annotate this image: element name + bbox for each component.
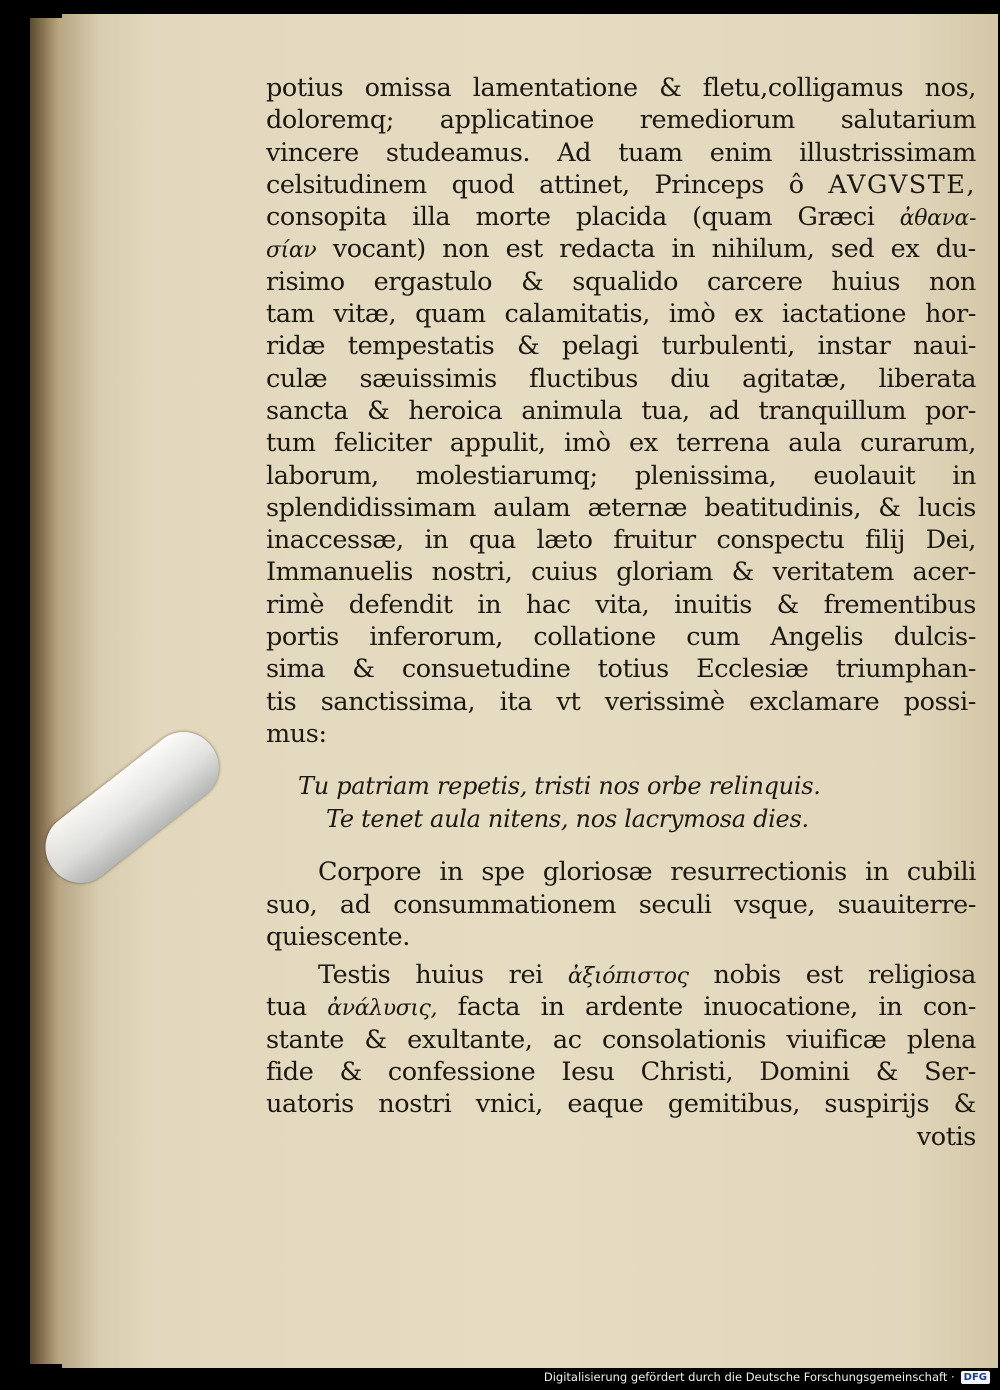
- word: placida: [575, 202, 667, 233]
- word: tis: [266, 686, 297, 717]
- word: remediorum: [639, 105, 795, 136]
- word: diu: [670, 363, 710, 394]
- word: terrena: [676, 428, 770, 459]
- word: curarum,: [860, 428, 976, 459]
- word: in: [952, 460, 976, 491]
- word: vocant): [332, 234, 426, 265]
- word: beatitudinis,: [704, 492, 862, 523]
- text-line-last: [266, 718, 976, 750]
- word: totius: [597, 654, 669, 685]
- word: calamitatis,: [504, 299, 650, 330]
- word: molestiarumq;: [415, 460, 598, 491]
- word: aula: [788, 428, 842, 459]
- word: quod: [451, 169, 515, 200]
- word: consummationem: [393, 889, 617, 920]
- word: &: [659, 73, 682, 103]
- word: huius: [415, 960, 484, 991]
- word: nostri: [378, 1089, 452, 1120]
- word: redacta: [559, 234, 656, 265]
- word: seculi: [638, 889, 712, 920]
- word: vnici,: [475, 1089, 543, 1120]
- word: exultante,: [407, 1024, 533, 1055]
- text-line: [266, 556, 976, 588]
- word: consopita: [266, 202, 387, 233]
- text-line: [266, 460, 976, 492]
- text-line: [266, 1024, 976, 1056]
- word: ô: [788, 169, 804, 200]
- catchword: [266, 1121, 976, 1153]
- word: nobis: [713, 960, 781, 991]
- word: rimè: [266, 589, 325, 620]
- word: &: [516, 331, 540, 362]
- word: Græci: [797, 202, 875, 233]
- word: squalido: [572, 266, 679, 297]
- text-line: [266, 959, 976, 991]
- word: &: [521, 266, 544, 297]
- text-line: [266, 1088, 976, 1120]
- word: imò: [668, 299, 716, 330]
- word: fruitur: [613, 525, 696, 556]
- word: frementibus: [823, 589, 976, 620]
- word: sima: [266, 654, 326, 685]
- word: fluctibus: [529, 363, 638, 394]
- word: Domini: [759, 1057, 850, 1088]
- word: sed: [830, 234, 875, 265]
- word: cubili: [906, 857, 976, 888]
- word: omissa: [364, 73, 452, 103]
- book-page: [62, 14, 998, 1368]
- word: in: [477, 589, 502, 620]
- word: in: [864, 857, 889, 888]
- word: inferorum,: [369, 622, 503, 653]
- word: cum: [686, 622, 740, 653]
- text-line: [266, 137, 976, 169]
- word: attinet,: [539, 169, 630, 200]
- word: Ser-: [924, 1057, 976, 1088]
- word: portis: [266, 622, 339, 653]
- word: illa: [412, 202, 451, 233]
- word: sancta: [266, 395, 349, 426]
- word: tua,: [641, 395, 690, 426]
- word: ardente: [585, 992, 683, 1023]
- text-line: [266, 589, 976, 621]
- word: Dei,: [925, 525, 976, 556]
- paragraph-3: [266, 959, 976, 1120]
- word: vitæ,: [333, 299, 397, 330]
- word: ex: [890, 234, 920, 265]
- word: tam: [266, 299, 315, 330]
- word: Iesu: [561, 1057, 615, 1088]
- text-line: [266, 889, 976, 921]
- text-line: [266, 395, 976, 427]
- word: hac: [525, 589, 571, 620]
- word: inuocatione,: [703, 992, 858, 1023]
- word: AVGVSTE,: [828, 169, 976, 200]
- word: viuificæ: [786, 1024, 887, 1055]
- word: uatoris: [266, 1089, 354, 1120]
- word: du-: [935, 234, 976, 265]
- word: plena: [906, 1024, 976, 1055]
- word: sanctissima,: [320, 686, 476, 717]
- word: splendidissimam: [266, 492, 476, 523]
- text-line-para2-end: [266, 921, 976, 953]
- word: ridæ: [266, 331, 326, 362]
- text-line: [266, 298, 976, 330]
- word: defendit: [348, 589, 453, 620]
- word: mus:: [266, 718, 327, 749]
- word: filij: [865, 525, 905, 556]
- word: pelagi: [561, 331, 639, 362]
- text-line: [266, 427, 976, 459]
- word: tum: [266, 428, 316, 459]
- text-line: [266, 233, 976, 265]
- word: inaccessæ,: [266, 525, 404, 556]
- word: &: [875, 1057, 899, 1088]
- word: heroica: [408, 395, 503, 426]
- text-line: [266, 856, 976, 888]
- word: nostri,: [431, 557, 513, 588]
- word: triumphan-: [835, 654, 976, 685]
- text-line: [266, 363, 976, 395]
- word: qua: [469, 525, 516, 556]
- word: &: [339, 1057, 362, 1088]
- word: cuius: [531, 557, 598, 588]
- word: fide: [266, 1057, 314, 1088]
- text-line: [266, 266, 976, 298]
- word: tua: [266, 992, 307, 1023]
- word: iactatione: [781, 299, 907, 330]
- word: vsque,: [734, 889, 816, 920]
- word: exclamare: [749, 686, 880, 717]
- word: non: [442, 234, 490, 265]
- word: gemitibus,: [667, 1089, 800, 1120]
- word: tranquillum: [758, 395, 907, 426]
- word: doloremq;: [266, 105, 394, 136]
- word: turbulenti,: [661, 331, 795, 362]
- word: verissimè: [604, 686, 725, 717]
- word: ita: [499, 686, 533, 717]
- word: ἀθανα-: [899, 206, 976, 232]
- word: &: [953, 1089, 976, 1120]
- word: veritatem: [772, 557, 894, 588]
- word: Immanuelis: [266, 557, 413, 588]
- word: ad: [708, 395, 740, 426]
- word: culæ: [266, 363, 328, 394]
- text-line: [266, 524, 976, 556]
- word: plenissima,: [634, 460, 777, 491]
- word: aulam: [493, 492, 571, 523]
- word: quiescente.: [266, 921, 410, 952]
- word: instar: [817, 331, 891, 362]
- word: suspirijs: [824, 1089, 930, 1120]
- word: æternæ: [587, 492, 688, 523]
- word: resurrectionis: [670, 857, 847, 888]
- word: est: [805, 960, 843, 991]
- word: vincere: [266, 137, 359, 168]
- word: σίαν: [266, 238, 317, 264]
- word: quam: [415, 299, 486, 330]
- text-line: [266, 991, 976, 1023]
- word: læto: [536, 525, 593, 556]
- paragraph-2: [266, 856, 976, 921]
- text-line: [266, 72, 976, 104]
- word: laborum,: [266, 460, 379, 491]
- word: appulit,: [449, 428, 546, 459]
- word: studeamus.: [385, 137, 531, 168]
- word: enim: [709, 137, 772, 168]
- word: gloriosæ: [542, 857, 653, 888]
- word: tempestatis: [347, 331, 495, 362]
- word: risimo: [266, 266, 345, 297]
- word: in: [540, 992, 565, 1023]
- word: ad: [339, 889, 371, 920]
- text-line: [266, 653, 976, 685]
- word: Angelis: [770, 622, 864, 653]
- word: tuam: [618, 137, 683, 168]
- text-line: [266, 621, 976, 653]
- page-text-block: [266, 72, 976, 1153]
- paragraph-gap: [266, 836, 976, 856]
- word: lucis: [917, 492, 976, 523]
- text-line: [266, 1056, 976, 1088]
- funding-credit: Digitalisierung gefördert durch die Deutsche Forschungsgemeinschaft ·: [543, 1370, 955, 1384]
- word: acer-: [912, 557, 976, 588]
- word: inuitis: [674, 589, 752, 620]
- text-line: [266, 686, 976, 718]
- word: dulcis-: [893, 622, 976, 653]
- word: &: [367, 395, 390, 426]
- word: nos,: [924, 73, 976, 103]
- word: imò: [564, 428, 611, 459]
- word: facta: [457, 992, 521, 1023]
- text-line: [266, 104, 976, 136]
- word: fletu,colligamus: [702, 73, 904, 103]
- word: &: [776, 589, 799, 620]
- word: ac: [552, 1024, 582, 1055]
- text-line: [266, 492, 976, 524]
- word: in: [424, 525, 449, 556]
- word: euolauit: [813, 460, 916, 491]
- word: potius: [266, 73, 344, 103]
- digitization-footer: [544, 1368, 990, 1386]
- word: &: [364, 1024, 387, 1055]
- word: confessione: [387, 1057, 536, 1088]
- word: ἀνάλυσις,: [327, 996, 438, 1022]
- word: huius: [831, 266, 901, 297]
- word: illustrissimam: [799, 137, 976, 168]
- text-line: [266, 330, 976, 362]
- word: rei: [508, 960, 543, 991]
- word: ἀξιόπιστος: [567, 964, 689, 990]
- text-line: [266, 169, 976, 201]
- word: Ad: [557, 137, 592, 168]
- word: conspectu: [716, 525, 845, 556]
- word: gloriam: [616, 557, 713, 588]
- word: salutarium: [840, 105, 976, 136]
- word: morte: [475, 202, 551, 233]
- word: feliciter: [334, 428, 432, 459]
- word: Princeps: [654, 169, 764, 200]
- word: celsitudinem: [266, 169, 427, 200]
- word: nihilum,: [711, 234, 815, 265]
- word: naui-: [913, 331, 976, 362]
- word: ex: [629, 428, 658, 459]
- word: eaque: [567, 1089, 644, 1120]
- word: collatione: [533, 622, 656, 653]
- word: Christi,: [640, 1057, 734, 1088]
- word: stante: [266, 1024, 344, 1055]
- word: hor-: [924, 299, 976, 330]
- word: religiosa: [867, 960, 976, 991]
- word: applicatinoe: [439, 105, 594, 136]
- word: ex: [734, 299, 763, 330]
- word: spe: [481, 857, 525, 888]
- verse-line-2: Te tenet aula nitens, nos lacrymosa dies.: [326, 805, 809, 834]
- word: carcere: [707, 266, 803, 297]
- word: &: [878, 492, 901, 523]
- word: ergastulo: [373, 266, 493, 297]
- word: &: [352, 654, 375, 685]
- catchword-text: votis: [916, 1121, 976, 1152]
- word: &: [731, 557, 754, 588]
- word: Ecclesiæ: [696, 654, 809, 685]
- word: non: [928, 266, 976, 297]
- word: in: [671, 234, 696, 265]
- word: animula: [521, 395, 623, 426]
- word: liberata: [878, 363, 976, 394]
- verse-line-1: Tu patriam repetis, tristi nos orbe relinquis.: [298, 772, 821, 801]
- word: in: [439, 857, 464, 888]
- word: vita,: [595, 589, 650, 620]
- dfg-logo-icon: DFG: [961, 1371, 990, 1384]
- word: con-: [922, 992, 976, 1023]
- word: in: [878, 992, 903, 1023]
- word: est: [505, 234, 543, 265]
- word: suauiterre-: [837, 889, 976, 920]
- word: agitatæ,: [742, 363, 847, 394]
- word: consolationis: [602, 1024, 767, 1055]
- word: vt: [556, 686, 581, 717]
- text-line: [266, 201, 976, 233]
- word: lamentatione: [472, 73, 638, 103]
- word: possi-: [903, 686, 976, 717]
- word: Corpore: [318, 857, 422, 888]
- word: suo,: [266, 889, 318, 920]
- word: consuetudine: [401, 654, 571, 685]
- word: sæuissimis: [359, 363, 497, 394]
- word: por-: [925, 395, 976, 426]
- word: (quam: [692, 202, 773, 233]
- word: Testis: [318, 960, 391, 991]
- paragraph-1: [266, 72, 976, 718]
